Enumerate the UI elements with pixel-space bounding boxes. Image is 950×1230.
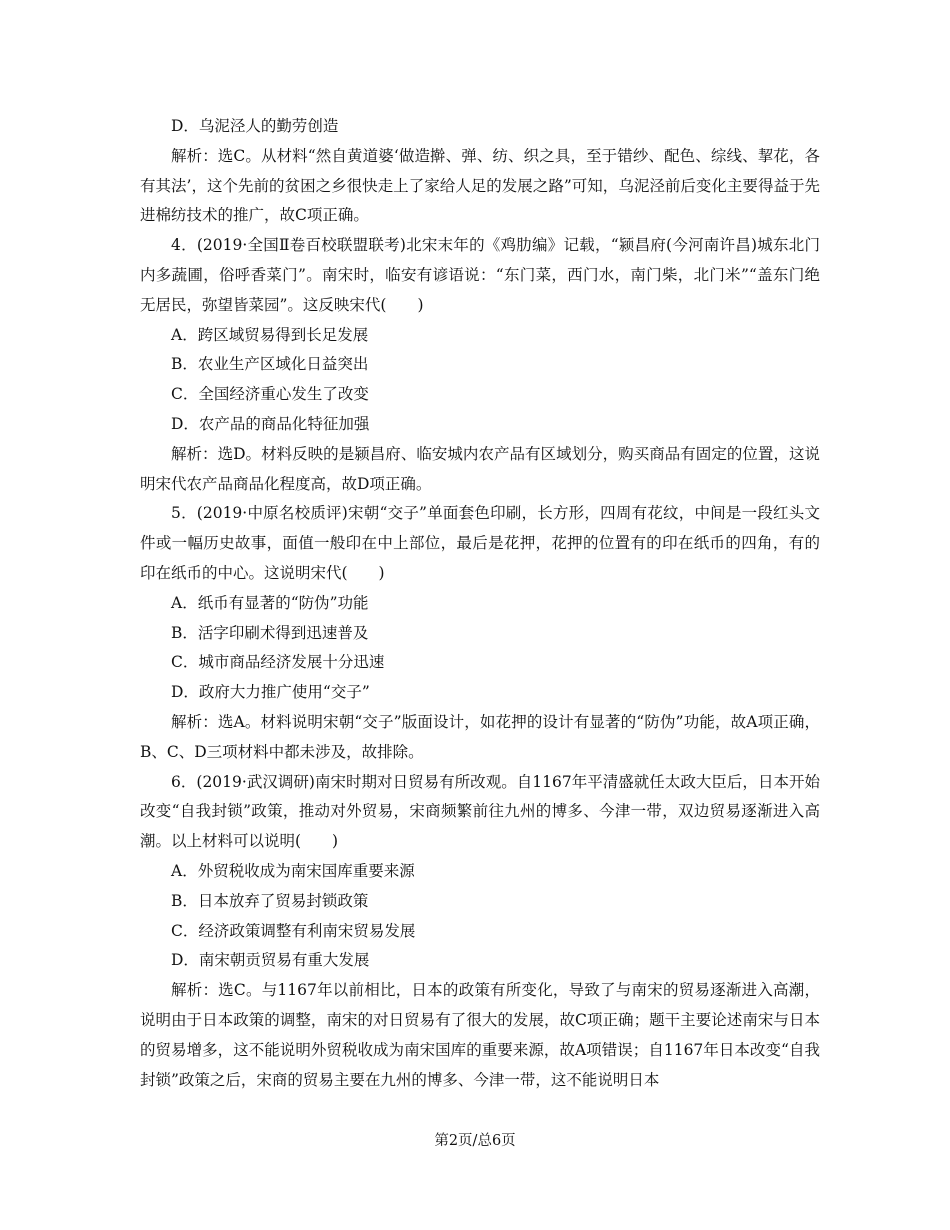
q5-analysis: 解析：选A。材料说明宋朝“交子”版面设计，如花押的设计有显著的“防伪”功能，故A项正确，B、C、D三项材料中都未涉及，故排除。: [140, 712, 820, 761]
q5-option-d: D．政府大力推广使用“交子”: [171, 683, 370, 702]
q4-stem: 4．(2019·全国Ⅱ卷百校联盟联考)北宋末年的《鸡肋编》记载，“颍昌府(今河南许昌)城东北门内多蔬圃，俗呼香菜门”。南宋时，临安有谚语说：“东门菜，西门水，南门柴，北门米”“盖东门绝无居民，弥望皆菜园”。这反映宋代( ): [140, 236, 820, 314]
q6-option-a: A．外贸税收成为南宋国库重要来源: [171, 861, 415, 880]
q4-option-d: D．农产品的商品化特征加强: [171, 414, 370, 433]
q6-analysis: 解析：选C。与1167年以前相比，日本的政策有所变化，导致了与南宋的贸易逐渐进入高潮，说明由于日本政策的调整，南宋的对日贸易有了很大的发展，故C项正确；题干主要论述南宋与日本的贸易增多，这不能说明外贸税收成为南宋国库的重要来源，故A项错误；自1167年日本改变“自我封锁”政策之后，宋商的贸易主要在九州的博多、今津一带，这不能说明日本: [140, 981, 820, 1089]
q5-stem: 5．(2019·中原名校质评)宋朝“交子”单面套色印刷，长方形，四周有花纹，中间是一段红头文件或一幅历史故事，面值一般印在中上部位，最后是花押，花押的位置有的印在纸币的四角，有的印在纸币的中心。这说明宋代( ): [140, 504, 820, 582]
page-number-label: 第2页/总6页: [434, 1133, 516, 1149]
q4-option-b: B．农业生产区域化日益突出: [171, 355, 369, 374]
q3-option-d: D．乌泥泾人的勤劳创造: [171, 117, 339, 135]
q4-option-a: A．跨区域贸易得到长足发展: [171, 325, 369, 344]
page-footer: [0, 1131, 950, 1151]
q5-option-b: B．活字印刷术得到迅速普及: [171, 623, 369, 642]
q4-analysis: 解析：选D。材料反映的是颍昌府、临安城内农产品有区域划分，购买商品有固定的位置，这说明宋代农产品商品化程度高，故D项正确。: [140, 444, 820, 493]
q5-option-a: A．纸币有显著的“防伪”功能: [171, 593, 369, 612]
document-body: [140, 112, 820, 1095]
q4-option-c: C．全国经济重心发生了改变: [171, 385, 369, 404]
q3-analysis: 解析：选C。从材料“然自黄道婆‘做造擀、弹、纺、织之具，至于错纱、配色、综线、挈花，各有其法’，这个先前的贫困之乡很快走上了家给人足的发展之路”可知，乌泥泾前后变化主要得益于先进棉纺技术的推广，故C项正确。: [140, 146, 820, 225]
q5-option-c: C．城市商品经济发展十分迅速: [171, 653, 385, 672]
q6-option-b: B．日本放弃了贸易封锁政策: [171, 891, 369, 910]
q6-stem: 6．(2019·武汉调研)南宋时期对日贸易有所改观。自1167年平清盛就任太政大臣后，日本开始改变“自我封锁”政策，推动对外贸易，宋商频繁前往九州的博多、今津一带，双边贸易逐渐进入高潮。以上材料可以说明( ): [140, 772, 820, 851]
q6-option-d: D．南宋朝贡贸易有重大发展: [171, 951, 370, 970]
q6-option-c: C．经济政策调整有利南宋贸易发展: [171, 921, 416, 940]
